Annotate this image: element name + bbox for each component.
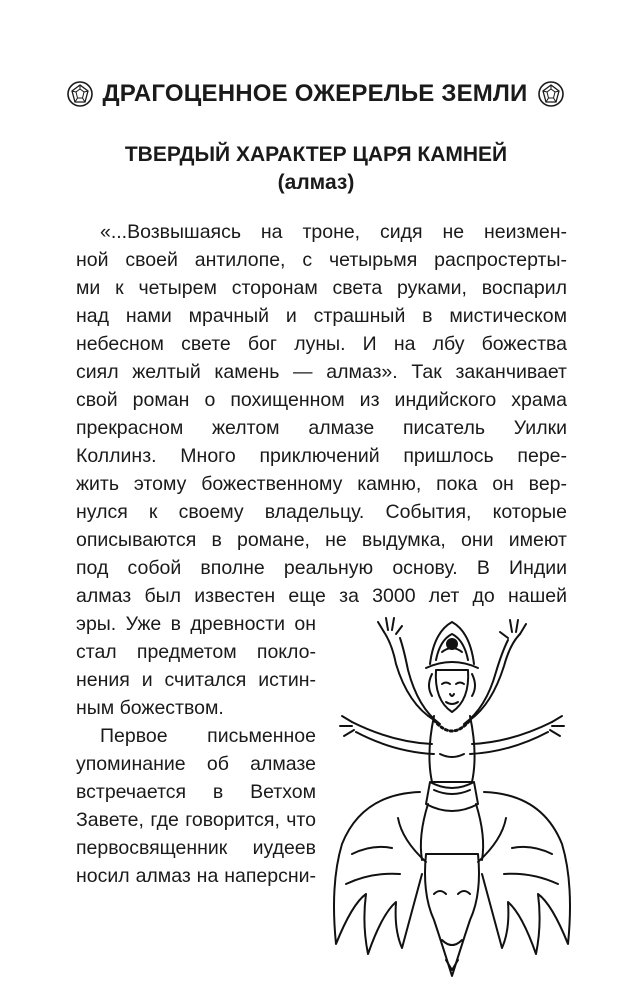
- multi-armed-deity-on-antelope-illustration: [322, 604, 582, 988]
- running-head-title: ДРАГОЦЕННОЕ ОЖЕРЕЛЬЕ ЗЕМЛИ: [102, 80, 528, 107]
- body-line: «...Возвышаясь на троне, сидя не неизмен-: [100, 221, 567, 243]
- body-line: нулся к своему владельцу. События, которые: [76, 501, 567, 523]
- body-line: ной своей антилопе, с четырьмя распростерты-: [76, 249, 567, 271]
- body-line: стал предметом покло-: [76, 641, 316, 663]
- body-line: Первое письменное: [100, 725, 316, 747]
- body-line: встречается в Ветхом: [76, 781, 316, 803]
- body-line: прекрасном желтом алмазе писатель Уилки: [76, 417, 567, 439]
- body-line: носил алмаз на наперсни-: [76, 865, 316, 887]
- body-line: нения и считался истин-: [76, 669, 316, 691]
- running-head: [62, 72, 568, 116]
- body-line: сиял желтый камень — алмаз». Так заканчивает: [76, 361, 567, 383]
- body-line: упоминание об алмазе: [76, 753, 316, 775]
- chapter-subtitle: (алмаз): [277, 171, 355, 194]
- body-line: первосвященник иудеев: [76, 837, 316, 859]
- body-line: Коллинз. Много приключений пришлось пере-: [76, 445, 567, 467]
- body-line: свой роман о похищенном из индийского храма: [76, 389, 567, 411]
- body-line: эры. Уже в древности он: [76, 613, 316, 635]
- body-line: жить этому божественному камню, пока он вер-: [76, 473, 567, 495]
- body-line: над нами мрачный и страшный в мистическом: [76, 305, 567, 327]
- gem-icon: [538, 81, 564, 107]
- body-line: описываются в романе, не выдумка, они имеют: [76, 529, 567, 551]
- body-line: ным божеством.: [76, 697, 224, 719]
- body-line: ми к четырем сторонам света руками, воспарил: [76, 277, 567, 299]
- body-line: под собой вполне реальную основу. В Индии: [76, 557, 567, 579]
- gem-icon: [67, 81, 93, 107]
- body-line: небесном свете бог луны. И на лбу божества: [76, 333, 567, 355]
- body-line: алмаз был известен еще за 3000 лет до нашей: [76, 585, 567, 607]
- chapter-title: ТВЕРДЫЙ ХАРАКТЕР ЦАРЯ КАМНЕЙ: [124, 143, 508, 166]
- body-line: Завете, где говорится, что: [76, 809, 316, 831]
